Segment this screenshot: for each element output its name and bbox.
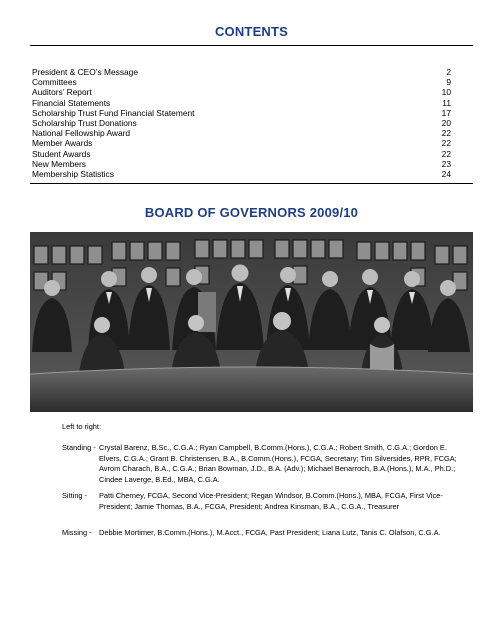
toc-entry: [32, 128, 451, 138]
standing-label: Standing -: [62, 443, 96, 452]
toc-entry-label: National Fellowship Award: [32, 128, 131, 139]
toc-entry-page: 22: [441, 148, 451, 159]
table-of-contents: [32, 67, 451, 179]
missing-label: Missing -: [62, 528, 92, 537]
toc-entry: [32, 77, 451, 87]
boardroom-table: [30, 367, 473, 412]
toc-entry-page: 10: [441, 87, 451, 98]
toc-entry-label: Committees: [32, 77, 77, 88]
toc-entry: [32, 159, 451, 169]
toc-entry-page: 20: [441, 117, 451, 128]
board-heading: BOARD OF GOVERNORS 2009/10: [144, 205, 359, 220]
toc-entry-page: 11: [442, 97, 451, 108]
board-intro: Left to right:: [62, 422, 102, 431]
sitting-members: Patti Cherney, FCGA, Second Vice-President; Regan Windsor, B.Comm.(Hons.), MBA, FCGA, First Vice-President; Jamie Thomas, B.A., FCGA, President; Andrea Kinsman, B.A., C.G.A., Treasurer: [99, 491, 443, 511]
toc-entry-page: 22: [441, 128, 451, 139]
toc-entry-label: Scholarship Trust Donations: [32, 117, 137, 128]
toc-entry: [32, 67, 451, 77]
board-group-photo: [30, 232, 473, 412]
standing-caption: [62, 443, 462, 485]
toc-entry-label: Auditors’ Report: [32, 87, 92, 98]
standing-members: Crystal Barenz, B.Sc., C.G.A.; Ryan Campbell, B.Comm.(Hons.), C.G.A.; Robert Smith, C.G.A.; Gordon E. Elvers, C.G.A.; Grant B. Christensen, B.A., B.Comm.(Hons.), FCGA, Secretary; Tim Silversides, RPR, FCGA; Avrom Charach, B.A., C.G.A.; Brian Bowman, J.D., B.A. (Adv.); Michael Benarroch, B.A.(Hons.), M.A., Ph.D.; Cindee Laverge, B.Ed., MBA, C.G.A.: [99, 443, 457, 484]
toc-entry-label: Scholarship Trust Fund Financial Statement: [32, 107, 195, 118]
toc-entry: [32, 169, 451, 179]
toc-entry: [32, 108, 451, 118]
toc-entry-page: 9: [446, 77, 451, 88]
toc-entry: [32, 138, 451, 148]
toc-entry-page: 23: [441, 158, 451, 169]
sitting-label: Sitting -: [62, 491, 88, 500]
sitting-caption: [62, 491, 462, 512]
toc-entry-label: President & CEO’s Message: [32, 67, 138, 77]
toc-entry-label: New Members: [32, 158, 86, 169]
group-photo-image: [30, 232, 473, 412]
toc-entry: [32, 149, 451, 159]
toc-entry: [32, 98, 451, 108]
toc-entry: [32, 87, 451, 97]
toc-entry: [32, 118, 451, 128]
toc-entry-page: 22: [441, 138, 451, 149]
toc-entry-label: Financial Statements: [32, 97, 111, 108]
contents-heading: CONTENTS: [214, 24, 289, 39]
toc-entry-page: 17: [441, 107, 451, 118]
missing-members: Debbie Mortimer, B.Comm.(Hons.), M.Acct., FCGA, Past President; Liana Lutz, Tanis C. Olafson, C.G.A.: [99, 528, 441, 537]
toc-entry-page: 2: [446, 67, 451, 77]
toc-entry-label: Student Awards: [32, 148, 91, 159]
contents-bottom-rule: [30, 183, 473, 184]
toc-entry-label: Member Awards: [32, 138, 93, 149]
missing-caption: [62, 528, 462, 539]
toc-entry-page: 24: [441, 168, 451, 179]
contents-top-rule: [30, 45, 473, 46]
toc-entry-label: Membership Statistics: [32, 168, 114, 179]
